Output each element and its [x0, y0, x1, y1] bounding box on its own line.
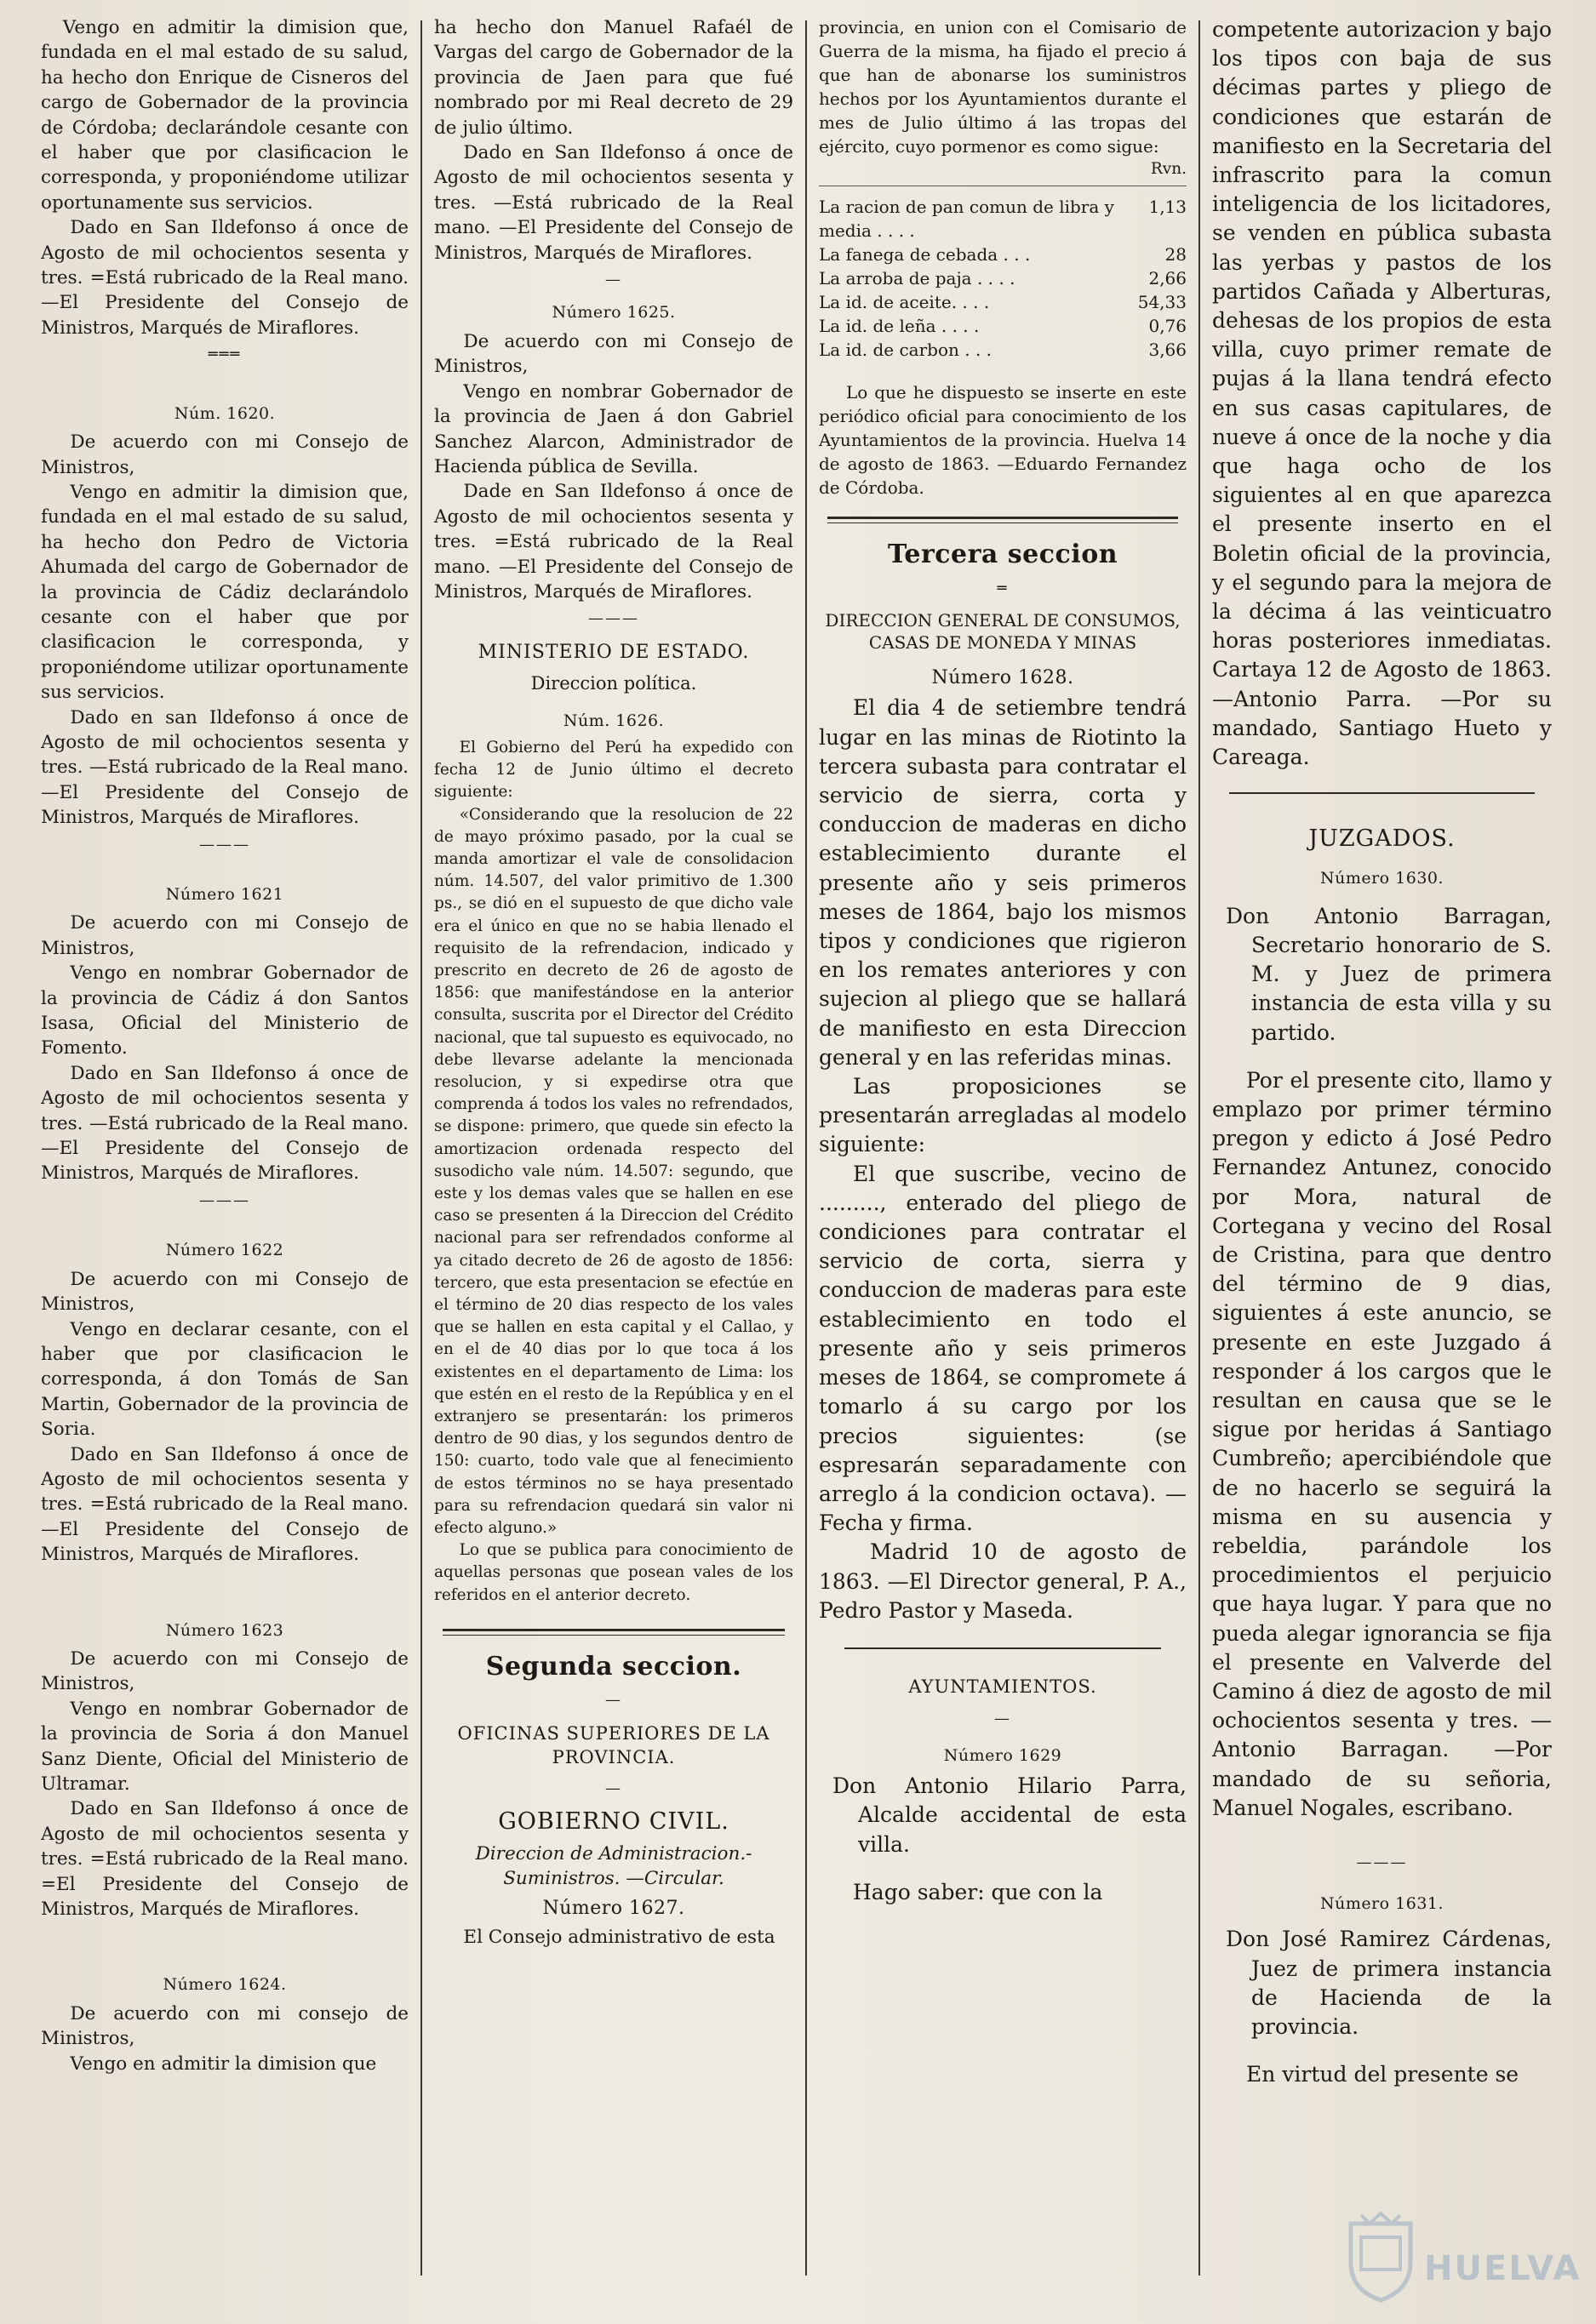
price-row [819, 314, 1187, 338]
paragraph: ha hecho don Manuel Rafaél de Vargas del cargo de Gobernador de la provincia de Jaen para que fué nombrado por mi Real decreto de 29 de julio último. [434, 17, 793, 139]
paragraph: Vengo en nombrar Gobernador de la provincia de Cádiz á don Santos Isasa, Oficial del Ministerio de Fomento. [41, 962, 409, 1059]
price-item: La id. de carbon . . . [819, 340, 992, 361]
watermark [1339, 2207, 1582, 2309]
paragraph: En virtud del presente se [1246, 2062, 1519, 2087]
paragraph: Vengo en admitir la dimision que, fundada en el mal estado de su salud, ha hecho don Pedro de Victoria Ahumada del cargo de Gobernador de la provincia de Cádiz declarándolo cesante con el haber que por clasificacion le corresponda, y proponiéndome utilizar oportunamente sus servicios. [41, 481, 409, 704]
decree-number: Número 1628. [931, 667, 1074, 689]
paragraph: Hago saber: que con la [853, 1879, 1103, 1904]
decree-number: Número 1630. [1319, 869, 1444, 888]
separator: — [605, 1691, 622, 1710]
coat-of-arms-icon [1344, 2212, 1417, 2305]
double-rule: ═══ [208, 345, 242, 364]
paragraph: De acuerdo con mi consejo de Ministros, [41, 2002, 409, 2050]
paragraph: Vengo en admitir la dimision que, fundada en el mal estado de su salud, ha hecho don Enrique de Cisneros del cargo de Gobernador de la provincia de Córdoba; declarándole cesante con el haber que por clasificacion le corresponda, y proponiéndome utilizar oportunamente sus servicios. [41, 17, 409, 214]
decree-number: Número 1624. [163, 1975, 287, 1995]
price-row [819, 195, 1187, 243]
paragraph: Las proposiciones se presentarán arregladas al modelo siguiente: [819, 1074, 1187, 1157]
section-heading: Segunda seccion. [485, 1651, 742, 1682]
section-subheading: AYUNTAMIENTOS. [908, 1676, 1097, 1697]
office-heading: DIRECCION GENERAL DE CONSUMOS, CASAS DE MONEDA Y MINAS [825, 610, 1181, 654]
decree-number: Núm. 1620. [174, 403, 276, 423]
section-rule [827, 517, 1178, 519]
price-row [819, 338, 1187, 362]
paragraph: Don Antonio Hilario Parra, Alcalde accidental de esta villa. [832, 1773, 1187, 1857]
office-heading: GOBIERNO CIVIL. [498, 1808, 729, 1836]
paragraph: Don Antonio Barragan, Secretario honorario de S. M. y Juez de primera instancia de esta villa y su partido. [1226, 903, 1552, 1045]
section-subheading: Direccion política. [530, 673, 697, 694]
price-value: 3,66 [1148, 340, 1187, 361]
divider [1229, 792, 1535, 794]
price-value: 2,66 [1148, 268, 1187, 289]
paragraph: De acuerdo con mi Consejo de Ministros, [41, 431, 409, 478]
price-row [819, 266, 1187, 290]
separator: ——— [1356, 1853, 1408, 1871]
paragraph: Dado en San Ildefonso á once de Agosto de mil ochocientos sesenta y tres. =Está rubricado de la Real mano. —El Presidente del Consejo de Ministros, Marqués de Miraflores. [41, 1443, 409, 1566]
paragraph: De acuerdo con mi Consejo de Ministros, [41, 1647, 409, 1695]
paragraph: De acuerdo con mi Consejo de Ministros, [434, 330, 793, 378]
column-4 [1200, 15, 1564, 2324]
price-row [819, 243, 1187, 266]
decree-number: Número 1621 [165, 885, 284, 904]
price-table [819, 195, 1187, 362]
paragraph: provincia, en union con el Comisario de Guerra de la misma, ha fijado el precio á que han de abonarse los suministros hechos por los Ayuntamientos durante el mes de Julio último á las tropas del ejército, cuyo pormenor es como sigue: [819, 17, 1187, 157]
paragraph: El dia 4 de setiembre tendrá lugar en las minas de Riotinto la tercera subasta para contratar el servicio de sierra, corta y conduccion de maderas en dicho establecimiento durante el presente año y seis primeros meses de 1864, bajo los mismos tipos y condiciones que rigieron en los remates anteriores y con sujecion al pliego que se hallará de manifiesto en esta Direccion general y en las referidas minas. [819, 695, 1187, 1070]
price-item: La racion de pan comun de libra y media . . . . [819, 197, 1114, 242]
paragraph: De acuerdo con mi Consejo de Ministros, [41, 1268, 409, 1316]
price-value: 28 [1164, 244, 1187, 266]
notice-body [819, 1772, 1187, 1907]
price-value: 0,76 [1148, 316, 1187, 337]
price-value: 54,33 [1137, 292, 1187, 313]
decree-number: Número 1627. [542, 1898, 685, 1920]
watermark-text: HUELVA [1424, 2249, 1582, 2288]
column-2 [422, 15, 805, 2324]
paragraph: Vengo en declarar cesante, con el haber que por clasificacion le corresponda, á don Tomás de San Martin, Gobernador de la provincia de Soria. [41, 1318, 409, 1441]
section-heading: JUZGADOS. [1308, 825, 1456, 853]
column-1 [29, 15, 420, 2324]
paragraph: competente autorizacion y bajo los tipos con baja de sus décimas partes y pliego de condiciones que estarán de manifiesto en la Secretaria del infrascrito para la comun inteligencia de los licitadores, se venden en pública subasta las yerbas y pastos de los partidos Cañada y Alberturas, dehesas de los propios de esta villa, cuyo primer remate de pujas á la llana tendrá efecto en sus casas capitulares, de nueve á once de la noche y dia que haga ocho de los siguientes al en que aparezca el presente inserto en el Boletin oficial de la provincia, y el segundo para la mejora de la décima á las veinticuatro horas posteriores inmediatas. Cartaya 12 de Agosto de 1863. —Antonio Parra. —Por su mandado, Santiago Hueto y Careaga. [1212, 17, 1552, 770]
decree-number: Número 1631. [1319, 1894, 1444, 1914]
price-row [819, 290, 1187, 314]
paragraph: Vengo en nombrar Gobernador de la provincia de Soria á don Manuel Sanz Diente, Oficial del Ministerio de Ultramar. [41, 1698, 409, 1795]
price-item: La arroba de paja . . . . [819, 268, 1015, 289]
paragraph: Lo que he dispuesto se inserte en este periódico oficial para conocimiento de los Ayuntamientos de la provincia. Huelva 14 de agosto de 1863. —Eduardo Fernandez de Córdoba. [819, 382, 1187, 499]
column-3 [807, 15, 1198, 2324]
price-item: La id. de aceite. . . . [819, 292, 990, 313]
section-heading: Tercera seccion [887, 540, 1118, 570]
paragraph: Dade en San Ildefonso á once de Agosto de mil ochocientos sesenta y tres. =Está rubricado de la Real mano. —El Presidente del Consejo de Ministros, Marqués de Miraflores. [434, 481, 793, 602]
paragraph: «Considerando que la resolucion de 22 de mayo próximo pasado, por la cual se manda amortizar el vale de consolidacion núm. 14.507, del valor primitivo de 1.300 ps., se dió en el supuesto de que dicho vale era el único en que no se habia llenado el requisito de la refrendacion, indicado y prescrito en decreto de 26 de agosto de 1856: que manifestándose en la anterior consulta, suscrita por el Director del Crédito nacional, que tal supuesto es equivocado, no debe llevarse adelante la mencionada resolucion, y si expedirse otra que comprenda á todos los vales no refrendados, se dispone: primero, que quede sin efecto la amortizacion ordenada respecto del susodicho vale núm. 14.507: segundo, que este y los demas vales que se hallen en ese caso se presenten á la Direccion del Crédito nacional para ser refrendados conforme al ya citado decreto de 26 de agosto de 1856: tercero, que esta presentacion se efectúe en el término de 20 dias respecto de los vales que se hallen en esta capital y el Callao, y en el de 40 dias por lo que toca á los existentes en el departamento de Lima: los que estén en el resto de la República y en el extranjero se presentarán: los primeros dentro de 90 dias, y los segundos dentro de 150: cuarto, todo vale que al fenecimiento de estos términos no se haya presentado para su refrendacion quedará sin valor ni efecto alguno.» [434, 805, 793, 1538]
decree-number: Núm. 1626. [563, 711, 665, 730]
paragraph: Lo que se publica para conocimiento de aquellas personas que posean vales de los referidos en el anterior decreto. [434, 1541, 793, 1604]
decree-number: Número 1622 [165, 1241, 284, 1260]
separator: — [605, 1779, 622, 1797]
section-subheading: Direccion de Administracion.-Suministros. —Circular. [475, 1842, 752, 1889]
notice-body [819, 694, 1187, 1625]
ministry-heading: MINISTERIO DE ESTADO. [478, 641, 750, 663]
section-rule-thin [827, 522, 1178, 523]
separator: ——— [588, 609, 639, 628]
decree-number: Número 1625. [552, 303, 676, 323]
paragraph: Don José Ramirez Cárdenas, Juez de primera instancia de Hacienda de la provincia. [1226, 1927, 1552, 2039]
paragraph: Dado en san Ildefonso á once de Agosto de mil ochocientos sesenta y tres. —Está rubricado de la Real mano. —El Presidente del Consejo de Ministros, Marqués de Miraflores. [41, 706, 409, 829]
paragraph: Vengo en admitir la dimision que [70, 2053, 377, 2075]
separator: — [605, 271, 622, 289]
price-item: La id. de leña . . . . [819, 316, 980, 337]
section-rule-thin [443, 1635, 785, 1636]
price-value: 1,13 [1148, 197, 1187, 218]
paragraph: El que suscribe, vecino de ........., enterado del pliego de condiciones para contratar el servicio de corta, sierra y conduccion de maderas para este establecimiento en todo el presente año y seis primeros meses de 1864, se compromete á tomarlo á su cargo por los precios siguientes: (se espresarán separadamente con arreglo á la condicion octava). —Fecha y firma. [819, 1161, 1187, 1536]
paragraph: Vengo en nombrar Gobernador de la provincia de Jaen á don Gabriel Sanchez Alarcon, Administrador de Hacienda pública de Sevilla. [434, 380, 793, 477]
separator: ——— [199, 835, 250, 854]
paragraph: El Consejo administrativo de esta [463, 1926, 775, 1948]
paragraph: Madrid 10 de agosto de 1863. —El Director general, P. A., Pedro Pastor y Maseda. [819, 1539, 1187, 1623]
decree-number: Número 1629 [943, 1745, 1062, 1765]
section-rule [443, 1629, 785, 1631]
paragraph: Dado en San Ildefonso á once de Agosto de mil ochocientos sesenta y tres. —Está rubricado de la Real mano. —El Presidente del Consejo de Ministros, Marqués de Miraflores. [434, 142, 793, 264]
divider [844, 1647, 1161, 1649]
paragraph: De acuerdo con mi Consejo de Ministros, [41, 912, 409, 959]
separator: — [994, 1710, 1011, 1728]
office-heading: OFICINAS SUPERIORES DE LA PROVINCIA. [457, 1722, 770, 1767]
price-item: La fanega de cebada . . . [819, 244, 1031, 266]
columns [29, 15, 1576, 2324]
paragraph: El Gobierno del Perú ha expedido con fecha 12 de Junio último el decreto siguiente: [434, 738, 793, 802]
paragraph: Dado en San Ildefonso á once de Agosto de mil ochocientos sesenta y tres. =Está rubricado de la Real mano. =El Presidente del Consejo de Ministros, Marqués de Miraflores. [41, 1798, 409, 1921]
paragraph: Dado en San Ildefonso á once de Agosto de mil ochocientos sesenta y tres. —Está rubricado de la Real mano. —El Presidente del Consejo de Ministros, Marqués de Miraflores. [41, 1062, 409, 1185]
decree-number: Número 1623 [165, 1620, 284, 1640]
currency-label: Rvn. [1150, 160, 1187, 178]
separator: ═ [997, 579, 1009, 597]
paragraph: Por el presente cito, llamo y emplazo por primer término pregon y edicto á José Pedro Fernandez Antunez, conocido por Mora, natural de Cortegana y vecino del Rosal de Cristina, para que dentro del término de 9 dias, siguientes á este anuncio, se presente en este Juzgado á responder á los cargos que le resultan en causa que se le sigue por heridas á Santiago Cumbreño; apercibiéndole que de no hacerlo se seguirá la misma en su ausencia y rebeldia, parándole los procedimientos el perjuicio que haya lugar. Y para que no pueda alegar ignorancia se fija el presente en Valverde del Camino á diez de agosto de mil ochocientos sesenta y tres. —Antonio Barragan. —Por mandado de su señoria, Manuel Nogales, escribano. [1212, 1067, 1552, 1820]
separator: ——— [199, 1191, 250, 1209]
paragraph: Dado en San Ildefonso á once de Agosto de mil ochocientos sesenta y tres. =Está rubricado de la Real mano. —El Presidente del Consejo de Ministros, Marqués de Miraflores. [41, 217, 409, 339]
